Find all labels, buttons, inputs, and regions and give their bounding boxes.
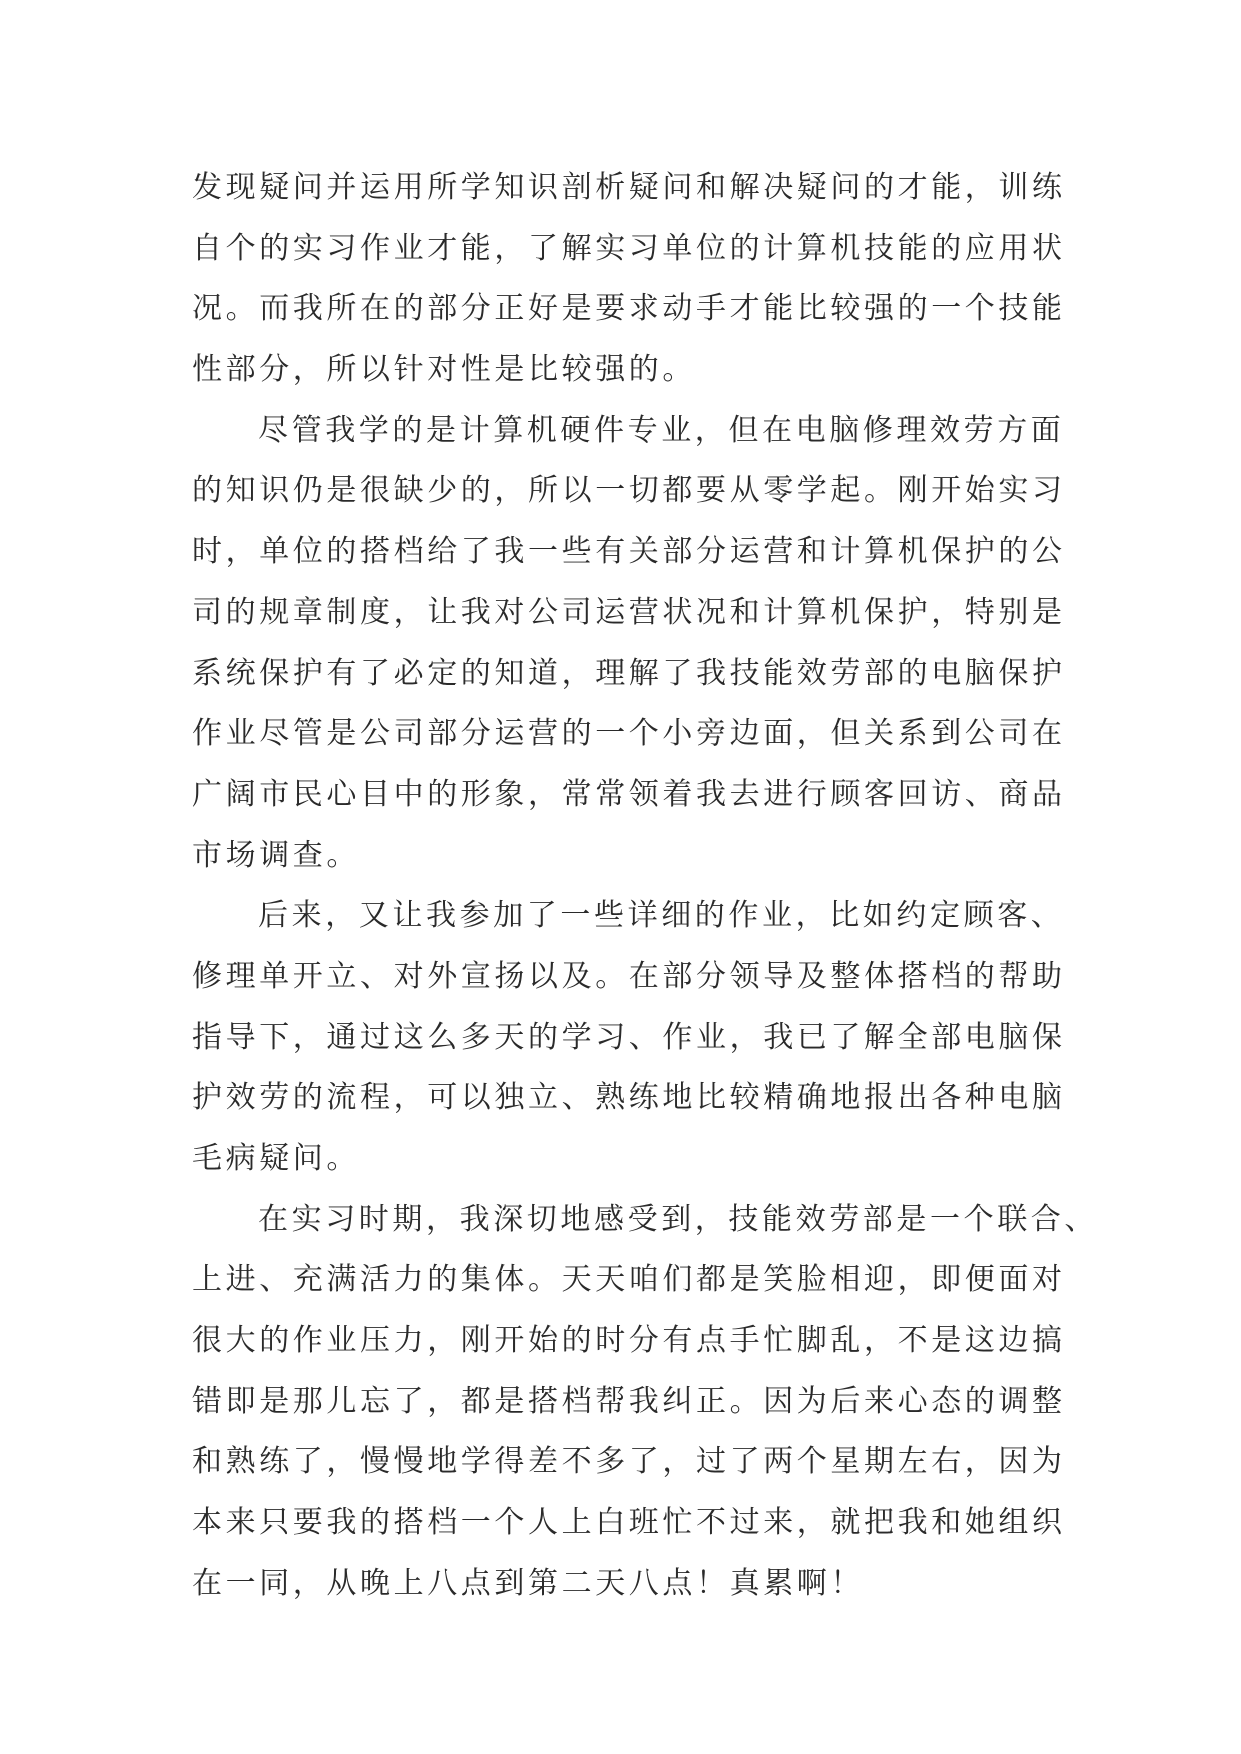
text-line: 错即是那儿忘了，都是搭档帮我纠正。因为后来心态的调整 bbox=[192, 1383, 1066, 1419]
text-line: 广阔市民心目中的形象，常常领着我去进行顾客回访、商品 bbox=[192, 776, 1066, 812]
text-line: 毛病疑问。 bbox=[192, 1141, 360, 1176]
text-line: 系统保护有了必定的知道，理解了我技能效劳部的电脑保护 bbox=[192, 655, 1066, 691]
text-line: 指导下，通过这么多天的学习、作业，我已了解全部电脑保 bbox=[192, 1019, 1066, 1055]
text-line: 况。而我所在的部分正好是要求动手才能比较强的一个技能 bbox=[192, 291, 1066, 327]
text-line: 在一同，从晚上八点到第二天八点！真累啊！ bbox=[192, 1565, 864, 1601]
text-line: 上进、充满活力的集体。天天咱们都是笑脸相迎，即便面对 bbox=[192, 1262, 1066, 1298]
body-text bbox=[192, 158, 1098, 1615]
text-line-paragraph-start: 尽管我学的是计算机硬件专业，但在电脑修理效劳方面 bbox=[258, 412, 1065, 448]
text-line: 作业尽管是公司部分运营的一个小旁边面，但关系到公司在 bbox=[192, 716, 1066, 752]
text-line: 司的规章制度，让我对公司运营状况和计算机保护，特别是 bbox=[192, 594, 1066, 630]
text-line: 本来只要我的搭档一个人上白班忙不过来，就把我和她组织 bbox=[192, 1505, 1066, 1541]
text-line: 的知识仍是很缺少的，所以一切都要从零学起。刚开始实习 bbox=[192, 473, 1066, 509]
text-line: 很大的作业压力，刚开始的时分有点手忙脚乱，不是这边搞 bbox=[192, 1323, 1066, 1359]
text-line: 发现疑问并运用所学知识剖析疑问和解决疑问的才能，训练 bbox=[192, 170, 1066, 205]
text-line: 市场调查。 bbox=[192, 837, 360, 873]
text-line: 和熟练了，慢慢地学得差不多了，过了两个星期左右，因为 bbox=[192, 1444, 1066, 1480]
text-line: 护效劳的流程，可以独立、熟练地比较精确地报出各种电脑 bbox=[192, 1080, 1066, 1116]
text-line-paragraph-start: 在实习时期，我深切地感受到，技能效劳部是一个联合、 bbox=[258, 1201, 1098, 1237]
text-line: 时，单位的搭档给了我一些有关部分运营和计算机保护的公 bbox=[192, 534, 1066, 570]
text-line: 修理单开立、对外宣扬以及。在部分领导及整体搭档的帮助 bbox=[192, 958, 1066, 994]
text-line-paragraph-start: 后来，又让我参加了一些详细的作业，比如约定顾客、 bbox=[258, 898, 1065, 934]
text-line: 性部分，所以针对性是比较强的。 bbox=[192, 352, 696, 388]
text-line: 自个的实习作业才能，了解实习单位的计算机技能的应用状 bbox=[192, 230, 1066, 266]
